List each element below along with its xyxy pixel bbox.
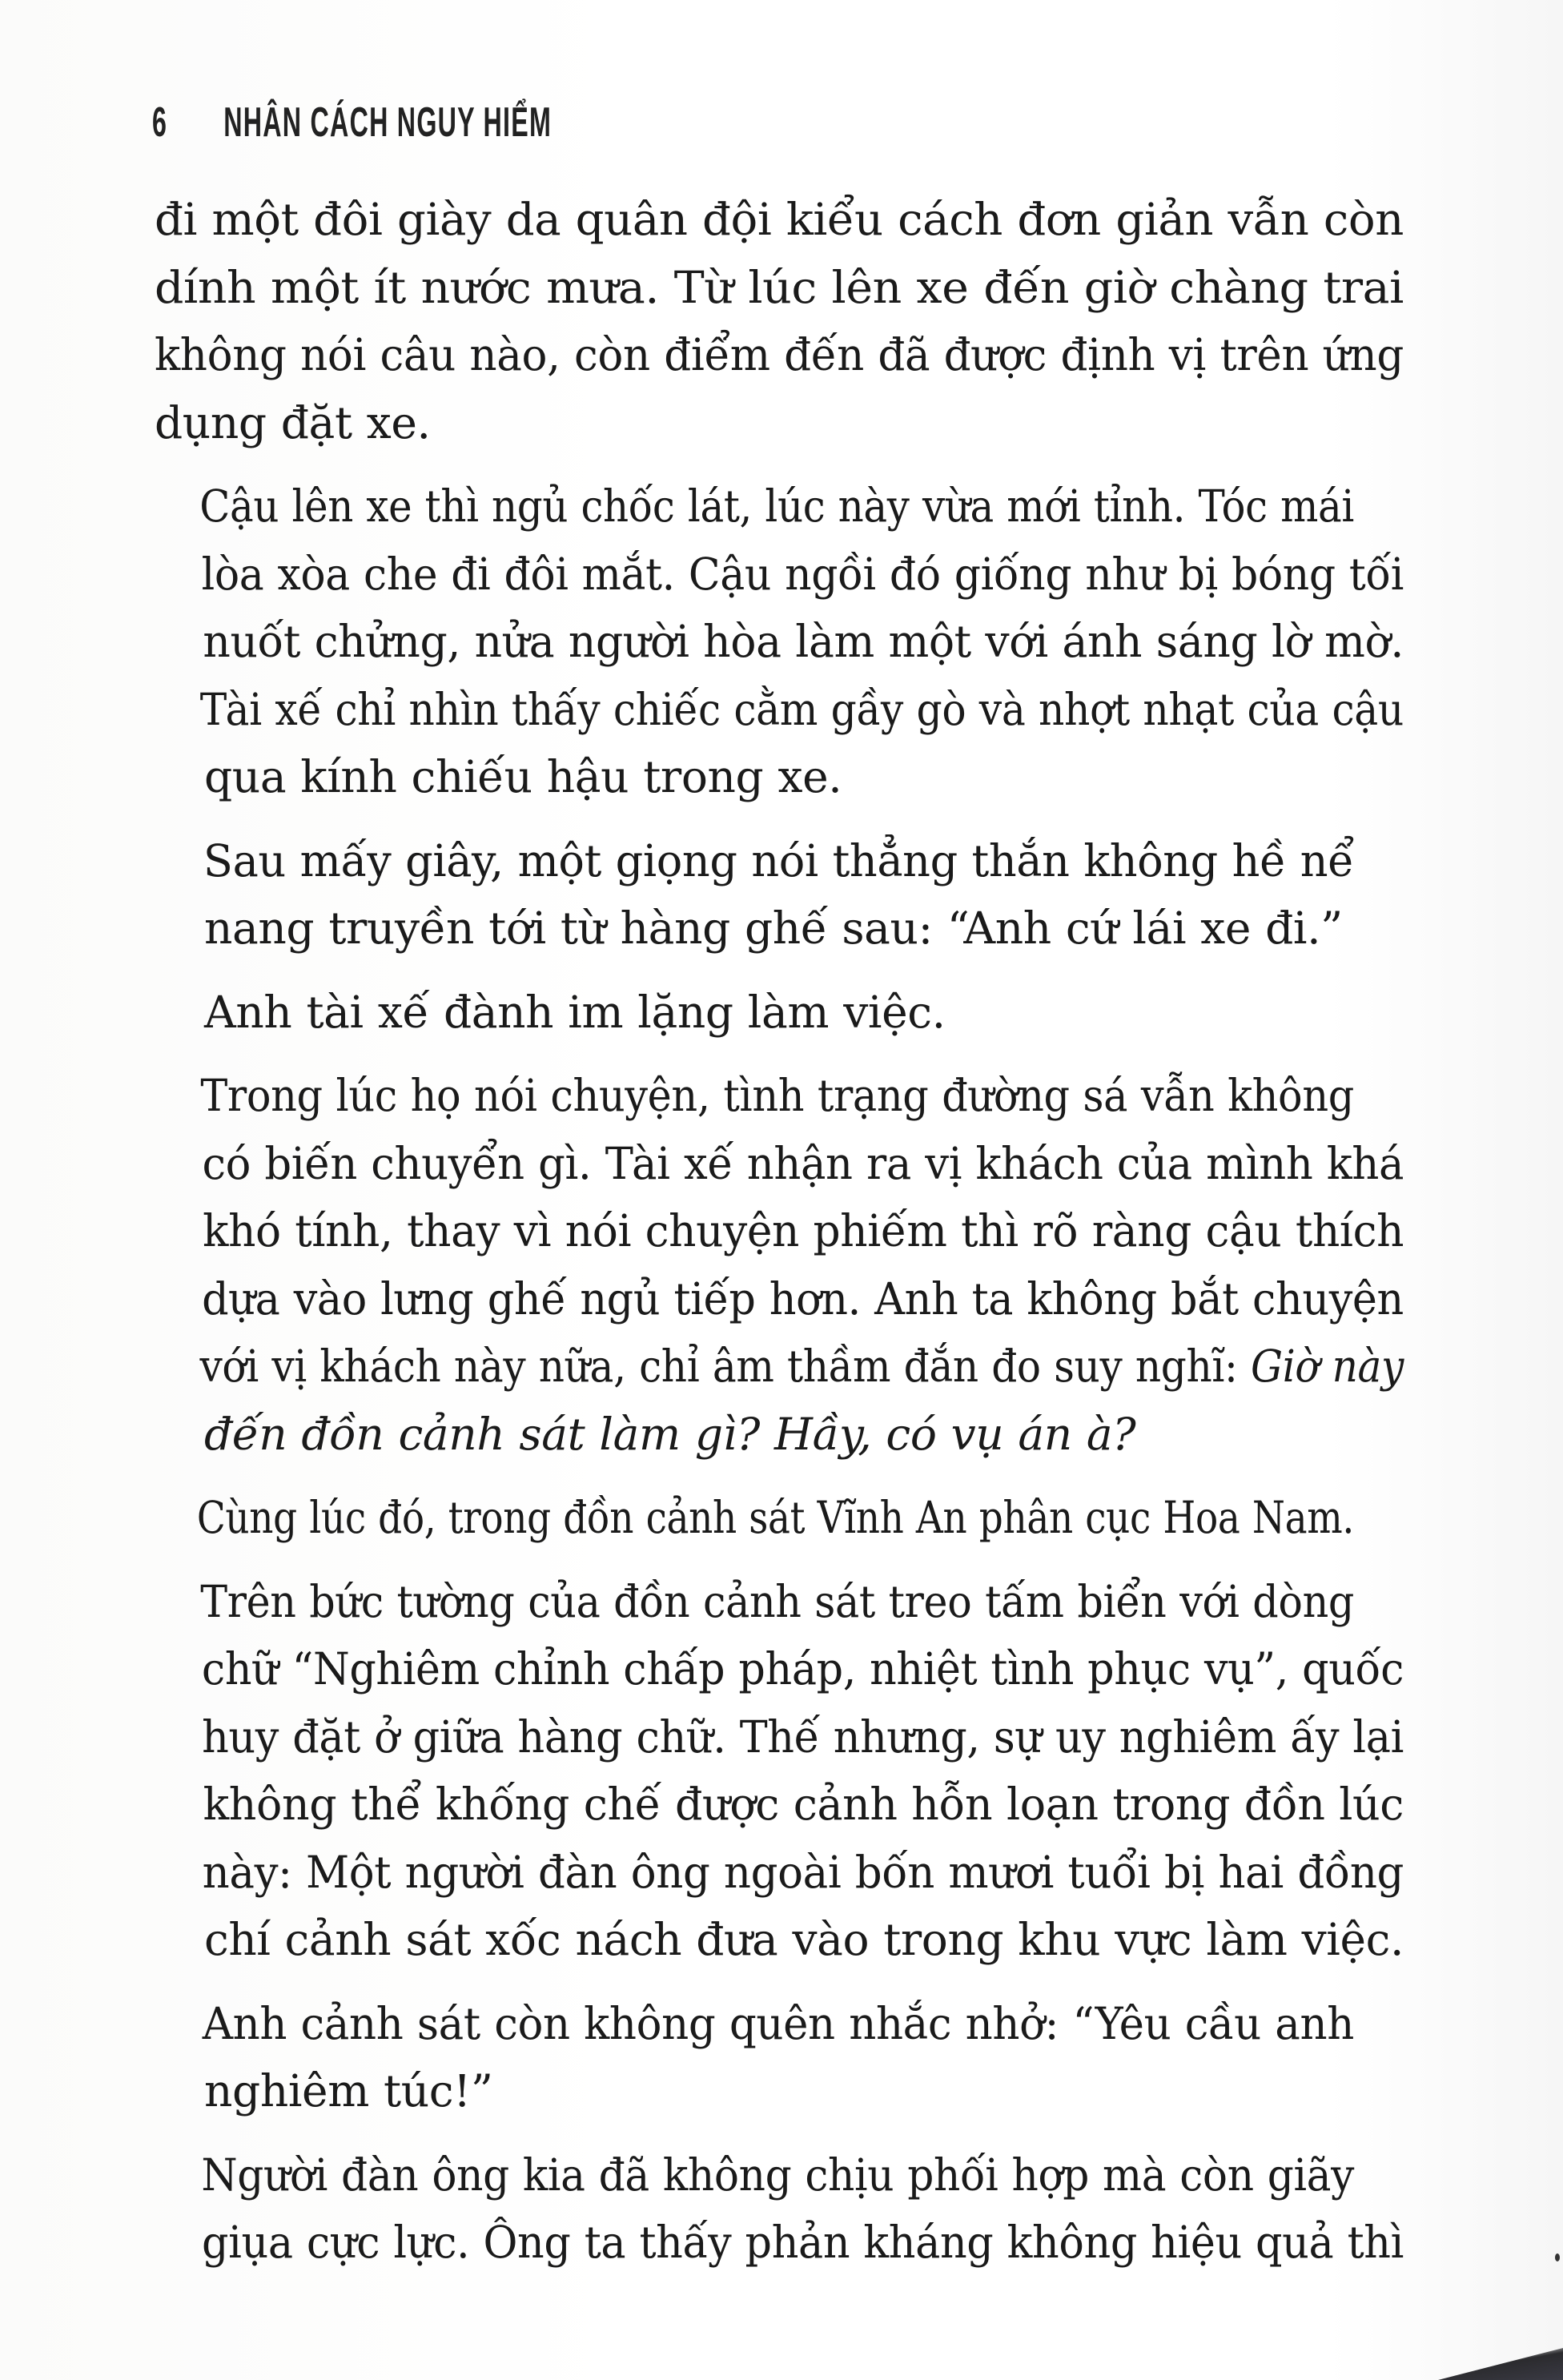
text-line: Người đàn ông kia đã không chịu phối hợp mà còn giãy [201,2149,1355,2201]
text-line: Anh cảnh sát còn không quên nhắc nhở: “Yêu cầu anh [202,1997,1354,2049]
text-line: Trong lúc họ nói chuyện, tình trạng đường sá vẫn không [200,1070,1354,1121]
paragraph-voice [155,827,1404,963]
text-line: này: Một người đàn ông ngoài bốn mươi tuổi bị hai đồng [202,1846,1404,1898]
text-line: không thể khống chế được cảnh hỗn loạn trong đồn lúc [203,1779,1404,1830]
text-line: Sau mấy giây, một giọng nói thẳng thắn không hề nể [203,834,1355,886]
text-line-mixed [155,1333,1404,1401]
text-line: chí cảnh sát xốc nách đưa vào trong khu vực làm việc. [203,1914,1404,1965]
paragraph-police-station [155,1484,1404,1552]
running-header [152,94,552,151]
text-line: dụng đặt xe. [155,396,431,448]
text-line: khó tính, thay vì nói chuyện phiếm thì rõ ràng cậu thích [203,1205,1404,1256]
text-line: Cùng lúc đó, trong đồn cảnh sát Vĩnh An phân cục Hoa Nam. [196,1492,1354,1543]
text-line: dựa vào lưng ghế ngủ tiếp hơn. Anh ta không bắt chuyện [202,1272,1404,1325]
text-line: đi một đôi giày da quân đội kiểu cách đơn giản vẫn còn [155,194,1404,245]
text-line: Cậu lên xe thì ngủ chốc lát, lúc này vừa mới tỉnh. Tóc mái [199,480,1354,532]
text-line: giụa cực lực. Ông ta thấy phản kháng không hiệu quả thì [202,2217,1404,2268]
paragraph-driver-silent [155,979,1404,1047]
text-italic-thought: Giờ này [1251,1341,1404,1392]
text-line: huy đặt ở giữa hàng chữ. Thế nhưng, sự uy nghiêm ấy lại [202,1711,1404,1763]
paragraph-officer-reminder [155,1990,1404,2125]
paragraph-wall-sign [155,1568,1404,1974]
text-line: lòa xòa che đi đôi mắt. Cậu ngồi đó giống như bị bóng tối [201,548,1404,600]
page-speck [1555,2253,1560,2261]
paragraph-struggle [155,2141,1404,2277]
page-number: 6 [152,99,167,146]
text-line: dính một ít nước mưa. Từ lúc lên xe đến giờ chàng trai [155,261,1404,313]
text-line: nghiêm túc!” [204,2065,493,2117]
text-line: nang truyền tới từ hàng ghế sau: “Anh cứ lái xe đi.” [204,903,1343,954]
text-line: có biến chuyển gì. Tài xế nhận ra vị khách của mình khá [202,1137,1404,1189]
text-line: qua kính chiếu hậu trong xe. [204,751,842,802]
text-line: không nói câu nào, còn điểm đến đã được định vị trên ứng [155,329,1404,380]
paragraph-woke-up [155,472,1404,811]
page-edge-shadow [1355,2348,1563,2380]
paragraph-traffic [155,1062,1404,1468]
book-title: NHÂN CÁCH NGUY HIỂM [223,99,552,146]
text-line: Anh tài xế đành im lặng làm việc. [204,986,946,1038]
text-italic-thought: đến đồn cảnh sát làm gì? Hầy, có vụ án à? [204,1408,1136,1460]
text-line: chữ “Nghiêm chỉnh chấp pháp, nhiệt tình phục vụ”, quốc [201,1643,1404,1695]
body-text [155,186,1404,2277]
text-line: nuốt chửng, nửa người hòa làm một với ánh sáng lờ mờ. [203,616,1404,667]
text-line: Trên bức tường của đồn cảnh sát treo tấm biển với dòng [200,1575,1355,1627]
text-line: Tài xế chỉ nhìn thấy chiếc cằm gầy gò và nhợt nhạt của cậu [199,683,1404,735]
paragraph-shoes [155,186,1404,456]
text-normal: với vị khách này nữa, chỉ âm thầm đắn đo suy nghĩ: [199,1341,1252,1392]
